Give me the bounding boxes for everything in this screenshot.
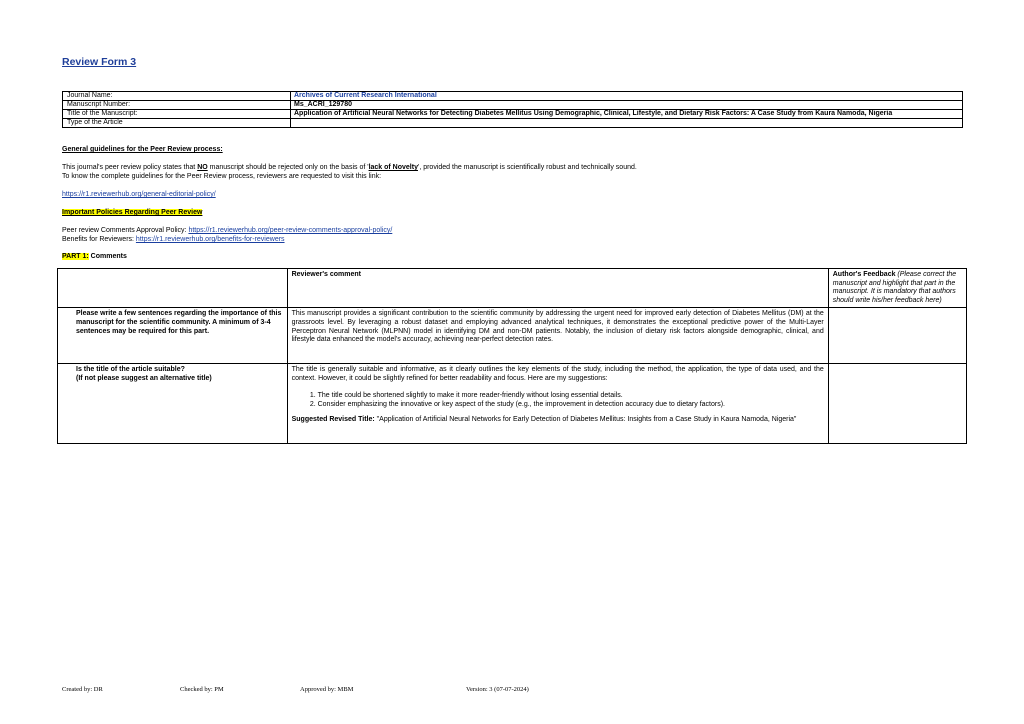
footer-approved-by: Approved by: MBM xyxy=(300,686,354,693)
article-type-value xyxy=(291,119,963,128)
author-feedback-header-title: Author's Feedback xyxy=(832,271,896,278)
approval-policy-link[interactable]: https://r1.reviewerhub.org/peer-review-comments-approval-policy/ xyxy=(188,227,393,234)
revised-title xyxy=(292,416,824,425)
reviewer-comment-header: Reviewer's comment xyxy=(287,269,828,308)
approval-policy-label: Peer review Comments Approval Policy: xyxy=(62,227,189,234)
revised-title-label: Suggested Revised Title: xyxy=(291,415,375,423)
journal-name-value: Archives of Current Research International xyxy=(291,92,963,101)
author-feedback-cell[interactable] xyxy=(828,308,966,364)
list-item: 2. Consider emphasizing the innovative or key aspect of the study (e.g., the improvement in detection accuracy due to dietary factors). xyxy=(318,401,824,410)
table-row xyxy=(58,308,967,364)
footer-version: Version: 3 (07-07-2024) xyxy=(466,686,529,693)
comment-intro: The title is generally suitable and informative, as it clearly outlines the key elements of the study, including the method, the application, the type of data used, and the context. However, it could be slightly refined for better readability and focus. Here are my suggestions: xyxy=(291,366,824,382)
guidelines-text-mid: manuscript should be rejected only on the basis of ' xyxy=(207,164,369,171)
no-emphasis: NO xyxy=(197,164,208,171)
table-row xyxy=(63,110,963,119)
manuscript-number-label: Manuscript Number: xyxy=(63,101,291,110)
guidelines-text-prefix: This journal's peer review policy states that xyxy=(62,164,198,171)
author-feedback-header-note: (Please correct the manuscript and highlight that part in the manuscript. It is mandatory that authors should write his/her feedback here) xyxy=(832,271,957,304)
manuscript-info-table xyxy=(62,91,963,128)
manuscript-number-value: Ms_ACRI_129780 xyxy=(291,101,963,110)
article-type-label: Type of the Article xyxy=(63,119,291,128)
question-text: Please write a few sentences regarding the importance of this manuscript for the scientific community. A minimum of 3-4 sentences may be required for this part. xyxy=(76,310,282,335)
part1-label: PART 1: xyxy=(62,253,89,260)
list-item: 1. The title could be shortened slightly to make it more reader-friendly without losing essential details. xyxy=(318,392,824,401)
question-line2: (If not please suggest an alternative title) xyxy=(76,374,212,382)
part1-heading xyxy=(62,252,127,261)
question-line1: Is the title of the article suitable? xyxy=(76,366,185,374)
form-title: Review Form 3 xyxy=(62,56,137,68)
reviewer-comment-cell xyxy=(287,364,828,444)
table-row xyxy=(63,92,963,101)
table-row xyxy=(63,101,963,110)
author-feedback-cell[interactable] xyxy=(828,364,966,444)
guidelines-text-line2: To know the complete guidelines for the Peer Review process, reviewers are requested to visit this link: xyxy=(62,173,382,180)
benefits-link[interactable]: https://r1.reviewerhub.org/benefits-for-reviewers xyxy=(135,236,285,243)
part1-title: Comments xyxy=(88,253,127,260)
lack-of-novelty-emphasis: lack of Novelty xyxy=(368,164,418,171)
guidelines-heading: General guidelines for the Peer Review process: xyxy=(62,146,223,153)
guidelines-text-suffix: ', provided the manuscript is scientifically robust and technically sound. xyxy=(417,164,637,171)
footer-created-by: Created by: DR xyxy=(62,686,103,693)
question-cell xyxy=(58,308,288,364)
table-row xyxy=(63,119,963,128)
question-header-cell xyxy=(58,269,288,308)
manuscript-title-label: Title of the Manuscript: xyxy=(63,110,291,119)
table-row xyxy=(58,364,967,444)
question-cell xyxy=(58,364,288,444)
manuscript-title-value: Application of Artificial Neural Networks for Detecting Diabetes Mellitus Using Demographic, Clinical, Lifestyle, and Dietary Risk Factors: A Case Study from Kaura Namoda, Nigeria xyxy=(291,110,963,119)
editorial-policy-link[interactable]: https://r1.reviewerhub.org/general-editorial-policy/ xyxy=(62,191,216,198)
benefits-label: Benefits for Reviewers: xyxy=(62,236,136,243)
table-header-row xyxy=(58,269,967,308)
policies-text xyxy=(62,226,392,244)
journal-name-label: Journal Name: xyxy=(63,92,291,101)
guidelines-text xyxy=(62,163,637,181)
comments-table xyxy=(57,268,967,444)
revised-title-text: "Application of Artificial Neural Networks for Early Detection of Diabetes Mellitus: Insights from a Case Study in Kaura Namoda, Nigeria" xyxy=(374,415,797,423)
reviewer-comment-cell: This manuscript provides a significant contribution to the scientific community by addressing the urgent need for improved early detection of Diabetes Mellitus (DM) at the grassroots level. By leveraging a robust dataset and employing advanced analytical techniques, it demonstrates the exceptional predictive power of the Multi-Layer Perceptron Neural Network (MLPNN) model in identifying DM and non-DM patients. Notably, the inclusion of dietary risk factors alongside demographic, clinical, and lifestyle data enhanced the model's accuracy, achieving near-perfect detection rates. xyxy=(287,308,828,364)
suggestion-list xyxy=(292,392,824,410)
footer-checked-by: Checked by: PM xyxy=(180,686,224,693)
policies-heading: Important Policies Regarding Peer Review xyxy=(62,209,203,216)
question-text xyxy=(62,366,283,383)
author-feedback-header xyxy=(828,269,966,308)
